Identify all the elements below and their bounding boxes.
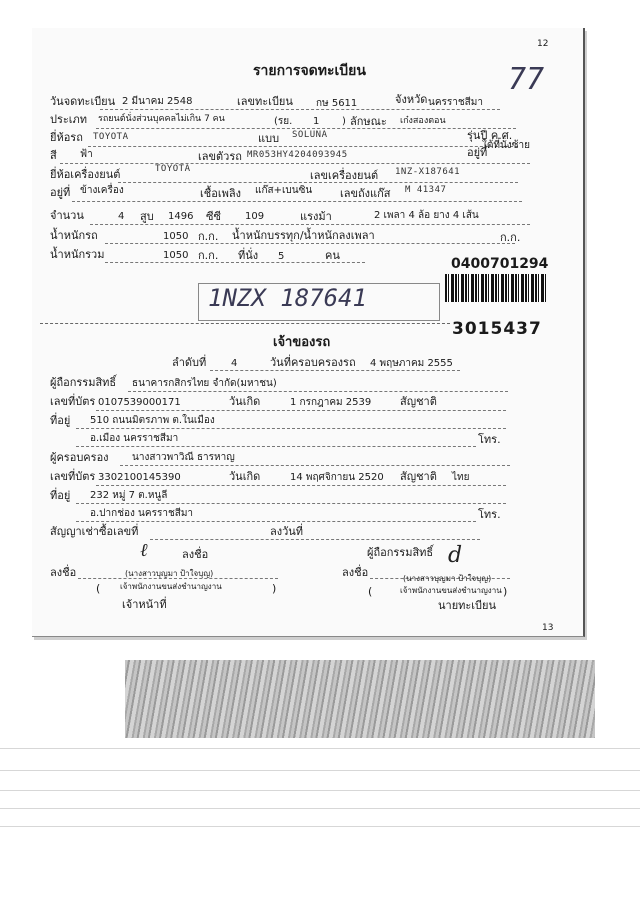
- chassis-label: เลขตัวรถ: [198, 150, 242, 163]
- fuel-label: เชื้อเพลิง: [200, 187, 241, 200]
- location-label: อยู่ที่: [467, 146, 488, 159]
- gas-tank-value: M 41347: [405, 185, 447, 195]
- gross-value: 1050: [163, 250, 189, 261]
- paren-close-right: ): [503, 585, 508, 598]
- ruled-line: [0, 826, 640, 827]
- lease-label: สัญญาเช่าซื้อเลขที่: [50, 525, 139, 538]
- engine-no-label: เลขเครื่องยนต์: [310, 169, 379, 182]
- reg-date-label: วันจดทะเบียน: [50, 95, 116, 108]
- fuel-value: แก๊ส+เบนซิน: [255, 185, 313, 196]
- ruled-line: [0, 748, 640, 749]
- signature-staff: ℓ: [140, 540, 148, 561]
- dotted-line: [210, 370, 460, 371]
- engine-loc-value: ข้างเครื่อง: [80, 185, 124, 196]
- class-value: 1: [313, 116, 320, 127]
- reg-no-label: เลขทะเบียน: [237, 95, 293, 108]
- dotted-line: [120, 465, 510, 466]
- possessor-id-value: 3302100145390: [98, 472, 181, 483]
- reg-no-value: กษ 5611: [316, 98, 358, 109]
- paren-close-left: ): [272, 582, 277, 595]
- cc-value: 1496: [168, 211, 194, 222]
- role-right: นายทะเบียน: [438, 599, 497, 612]
- type-value: รถยนต์นั่งส่วนบุคคลไม่เกิน 7 คน: [98, 114, 225, 124]
- feature-label: ลักษณะ: [350, 115, 387, 128]
- load-label: น้ำหนักบรรทุก/น้ำหนักลงเพลา: [232, 229, 375, 242]
- dotted-line: [96, 485, 506, 486]
- official-position-left: เจ้าพนักงานขนส่งชำนาญงาน: [120, 582, 222, 591]
- gross-label: น้ำหนักรวม: [50, 248, 105, 261]
- seats-unit: คน: [325, 249, 340, 262]
- cylinders-value: 4: [118, 211, 125, 222]
- year-label: รุ่นปี ค.ศ.: [467, 129, 513, 142]
- dotted-line: [60, 163, 530, 164]
- owner-value: ธนาคารกสิกรไทย จำกัด(มหาชน): [132, 378, 277, 389]
- official-position-right: เจ้าพนักงานขนส่งชำนาญงาน: [400, 586, 502, 595]
- possession-date: 4 พฤษภาคม 2555: [370, 358, 453, 369]
- reg-date-value: 2 มีนาคม 2548: [122, 96, 193, 107]
- model-value: SOLUNA: [292, 130, 328, 140]
- dotted-line: [76, 503, 506, 504]
- dotted-line: [150, 539, 480, 540]
- dotted-line: [76, 428, 506, 429]
- possessor-tel-label: โทร.: [478, 508, 501, 521]
- possessor-value: นางสาวพาวิณี ธารหาญ: [132, 452, 235, 463]
- document-title: รายการจดทะเบียน: [253, 63, 366, 79]
- owner-addr-line1: 510 ถนนมิตรภาพ ต.ในเมือง: [90, 415, 215, 426]
- seq-value: 4: [231, 358, 238, 369]
- owner-nat-label: สัญชาติ: [400, 395, 437, 408]
- signature-registrar: d: [448, 543, 463, 568]
- owner-dob-label: วันเกิด: [229, 395, 261, 408]
- dotted-line: [76, 521, 476, 522]
- possessor-nat-value: ไทย: [452, 472, 470, 483]
- owner-dob-value: 1 กรกฎาคม 2539: [290, 397, 372, 408]
- location-value: ใต้ที่นั่งซ้าย: [482, 140, 530, 151]
- engine-no-value: 1NZ-X187641: [395, 167, 461, 177]
- axles-value: 2 เพลา 4 ล้อ ยาง 4 เส้น: [374, 210, 479, 221]
- cc-unit: ซีซี: [206, 210, 221, 223]
- owner-addr-line2: อ.เมือง นครราชสีมา: [90, 433, 179, 444]
- owner-section-title: เจ้าของรถ: [273, 335, 331, 350]
- engine-brand-value: TOYOTA: [155, 164, 191, 174]
- load-unit: ก.ก.: [500, 231, 521, 244]
- serial-number: 3015437: [452, 319, 542, 339]
- sign-label-left: ลงชื่อ: [50, 566, 77, 579]
- role-left: เจ้าหน้าที่: [122, 598, 167, 611]
- owner-sign-title: ผู้ถือกรรมสิทธิ์: [367, 546, 434, 559]
- hp-value: 109: [245, 211, 265, 222]
- dotted-line: [96, 410, 506, 411]
- possessor-addr-line2: อ.ปากช่อง นครราชสีมา: [90, 508, 194, 519]
- weight-unit: ก.ก.: [198, 230, 219, 243]
- seats-value: 5: [278, 251, 285, 262]
- owner-tel-label: โทร.: [478, 433, 501, 446]
- dotted-line: [72, 201, 522, 202]
- dotted-line: [88, 146, 518, 147]
- official-name-right: (นางสาวบุญมา ป้าใจบุญ): [403, 574, 492, 583]
- owner-label: ผู้ถือกรรมสิทธิ์: [50, 376, 117, 389]
- official-name-left: (นางสาวบุญมา ป้าใจบุญ): [125, 569, 214, 578]
- scanned-strip-image: [125, 660, 595, 738]
- handwritten-engine-number: 1NZX 187641: [208, 284, 367, 312]
- class-close: ): [342, 116, 346, 127]
- paren-open-left: (: [96, 582, 101, 595]
- chassis-value: MR053HY4204093945: [247, 150, 348, 160]
- dotted-line: [128, 391, 508, 392]
- brand-label: ยี่ห้อรถ: [50, 131, 83, 144]
- ruled-line: [0, 770, 640, 771]
- possessor-nat-label: สัญชาติ: [400, 470, 437, 483]
- possessor-dob-value: 14 พฤศจิกายน 2520: [290, 472, 384, 483]
- class-label: (รย.: [274, 116, 293, 127]
- hp-unit: แรงม้า: [300, 210, 332, 223]
- model-label: แบบ: [258, 132, 280, 145]
- seq-label: ลำดับที่: [172, 356, 207, 369]
- dotted-line: [100, 109, 500, 110]
- dotted-line: [90, 224, 530, 225]
- dotted-line: [118, 182, 518, 183]
- page-number-bottom: 13: [542, 623, 554, 633]
- possession-label: วันที่ครอบครองรถ: [270, 356, 356, 369]
- handwritten-mark: 77: [508, 62, 545, 97]
- weight-value: 1050: [163, 231, 189, 242]
- dotted-line: [105, 243, 515, 244]
- possessor-dob-label: วันเกิด: [229, 470, 261, 483]
- owner-id-label: เลขที่บัตร: [50, 395, 96, 408]
- gross-unit: ก.ก.: [198, 249, 219, 262]
- paren-open-right: (: [368, 585, 373, 598]
- color-value: ฟ้า: [80, 149, 93, 160]
- weight-label: น้ำหนักรถ: [50, 229, 98, 242]
- province-value: นครราชสีมา: [428, 97, 483, 108]
- page-number-top: 12: [537, 39, 549, 49]
- possessor-addr-line1: 232 หมู่ 7 ต.หนูลี: [90, 490, 168, 501]
- color-label: สี: [50, 149, 57, 162]
- owner-id-value: 0107539000171: [98, 397, 181, 408]
- cyl-unit: สูบ: [140, 210, 154, 223]
- feature-value: เก๋งสองตอน: [400, 116, 446, 126]
- gas-tank-label: เลขถังแก๊ส: [340, 187, 391, 200]
- owner-addr-label: ที่อยู่: [50, 414, 71, 427]
- engine-loc-label: อยู่ที่: [50, 186, 71, 199]
- type-label: ประเภท: [50, 113, 88, 126]
- seats-label: ที่นั่ง: [238, 249, 259, 262]
- possessor-label: ผู้ครอบครอง: [50, 451, 109, 464]
- section-divider: [40, 323, 450, 324]
- brand-value: TOYOTA: [93, 132, 129, 142]
- province-label: จังหวัด: [395, 93, 428, 106]
- engine-brand-label: ยี่ห้อเครื่องยนต์: [50, 168, 121, 181]
- possessor-addr-label: ที่อยู่: [50, 489, 71, 502]
- ruled-line: [0, 808, 640, 809]
- barcode-number: 0400701294: [451, 256, 549, 272]
- dotted-line: [105, 262, 365, 263]
- dotted-line: [76, 446, 476, 447]
- sign-label-middle: ลงชื่อ: [182, 548, 209, 561]
- lease-date-label: ลงวันที่: [270, 525, 304, 538]
- sign-label-right: ลงชื่อ: [342, 566, 369, 579]
- qty-label: จำนวน: [50, 209, 84, 222]
- ruled-line: [0, 790, 640, 791]
- barcode: [445, 274, 546, 302]
- possessor-id-label: เลขที่บัตร: [50, 470, 96, 483]
